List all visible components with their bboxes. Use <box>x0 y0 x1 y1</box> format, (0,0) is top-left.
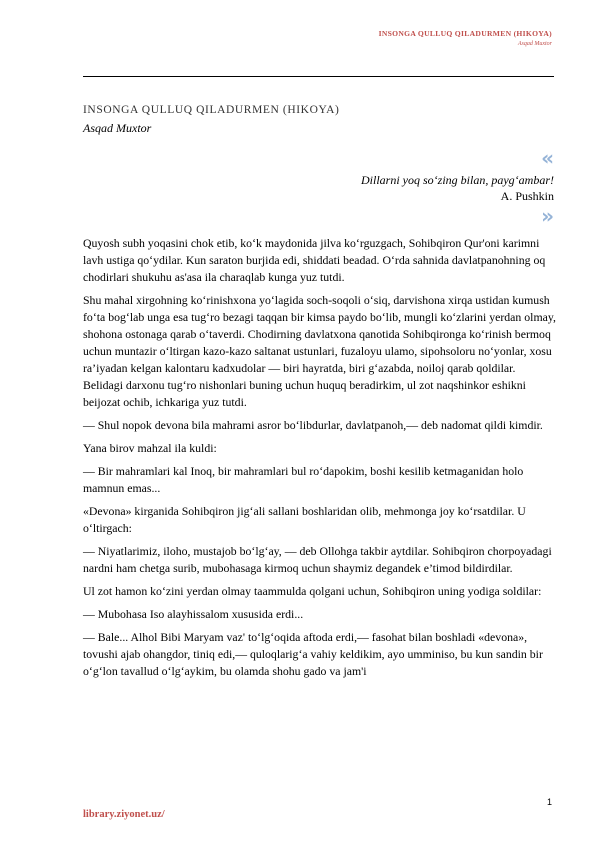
open-quote-icon: « <box>541 146 554 170</box>
paragraph: Ul zot hamon ko‘zini yerdan olmay taammulda qolgani uchun, Sohibqiron uning yodiga soldilar: <box>83 584 542 598</box>
title-block <box>83 103 554 136</box>
epigraph-source: A. Pushkin <box>500 189 554 203</box>
running-header <box>252 30 552 47</box>
close-quote-icon: » <box>541 204 554 228</box>
paragraph: — Bale... Alhol Bibi Maryam vaz' to‘lg‘oqida aftoda erdi,— fasohat bilan boshladi «devona», tovushi ajab ohangdor, tiniq edi,— quloqlarig‘a vahiy keldikim, ayo umminiso, bu kun sandin bir o‘g‘lon tavallud o‘lg‘aykim, bu olamda shohu gado va jam'i <box>83 630 543 678</box>
paragraph: «Devona» kirganida Sohibqiron jig‘ali sallani boshlaridan olib, mehmonga joy ko‘rsatdilar. U o‘ltirgach: <box>83 504 526 535</box>
paragraph: — Shul nopok devona bila mahrami asror bo‘libdurlar, davlatpanoh,— deb nadomat qildi kimdir. <box>83 418 543 432</box>
paragraph: — Mubohasa Iso alayhissalom xususida erdi... <box>83 607 304 621</box>
epigraph-text: Dillarni yoq so‘zing bilan, payg‘ambar! <box>361 173 554 187</box>
paragraph: Quyosh subh yoqasini chok etib, ko‘k maydonida jilva ko‘rguzgach, Sohibqiron Qur'oni karimni lavh ustiga qo‘ydilar. Kun saraton burjida edi, shiddati beadad. O‘rda sahnida davlatpanohning oq chodirlari shukuhu as'asa ila charaqlab kunga yuz tutdi. <box>83 236 546 284</box>
running-header-title: INSONGA QULLUQ QILADURMEN (HIKOYA) <box>378 29 552 38</box>
paragraph: — Niyatlarimiz, iloho, mustajob bo‘lg‘ay, — deb Ollohga takbir aytdilar. Sohibqiron chorpoyadagi nardni ham chetga surib, mubohasaga kirmoq uchun shaymiz degandek e’timod bildirdilar. <box>83 544 552 575</box>
footer-link[interactable]: library.ziyonet.uz/ <box>83 809 165 820</box>
document-author: Asqad Muxtor <box>83 121 152 135</box>
paragraph: Yana birov mahzal ila kuldi: <box>83 441 217 455</box>
document-title: INSONGA QULLUQ QILADURMEN (HIKOYA) <box>83 104 340 116</box>
paragraph: Shu mahal xirgohning ko‘rinishxona yo‘lagida soch-soqoli o‘siq, darvishona xirqa ustidan kumush fo‘ta bog‘lab unga esa tug‘ro bezagi taqqan bir kimsa paydo bo‘lib, mungli ko‘zlarini yerdan olmay, shohona ostonaga qarab o‘taverdi. Chodirning davlatxona qanotida Sohibqironga ko‘rinish bermoq uchun muntazir o‘ltirgan kazo-kazo saltanat ustunlari, fuzaloyu ulamo, sipohsoloru no‘yonlar, xosu ra’iyadan kelgan kalontaru kadxudolar — biri hayratda, biri g‘azabda, noiloj qarab qoldilar. Belidagi darxonu tug‘ro nishonlari buning uchun huquq beradirkim, ul zot naqshinkor eshikni beijozat ochib, ichkariga yuz tutdi. <box>83 293 556 409</box>
running-header-author: Asqad Muxtor <box>517 40 552 47</box>
story-body <box>83 235 556 686</box>
paragraph: — Bir mahramlari kal Inoq, bir mahramlari bul ro‘dapokim, boshi kesilib ketmaganidan holo mamnun emas... <box>83 464 524 495</box>
epigraph <box>134 146 554 228</box>
header-divider <box>83 76 554 77</box>
page-number: 1 <box>546 797 552 807</box>
